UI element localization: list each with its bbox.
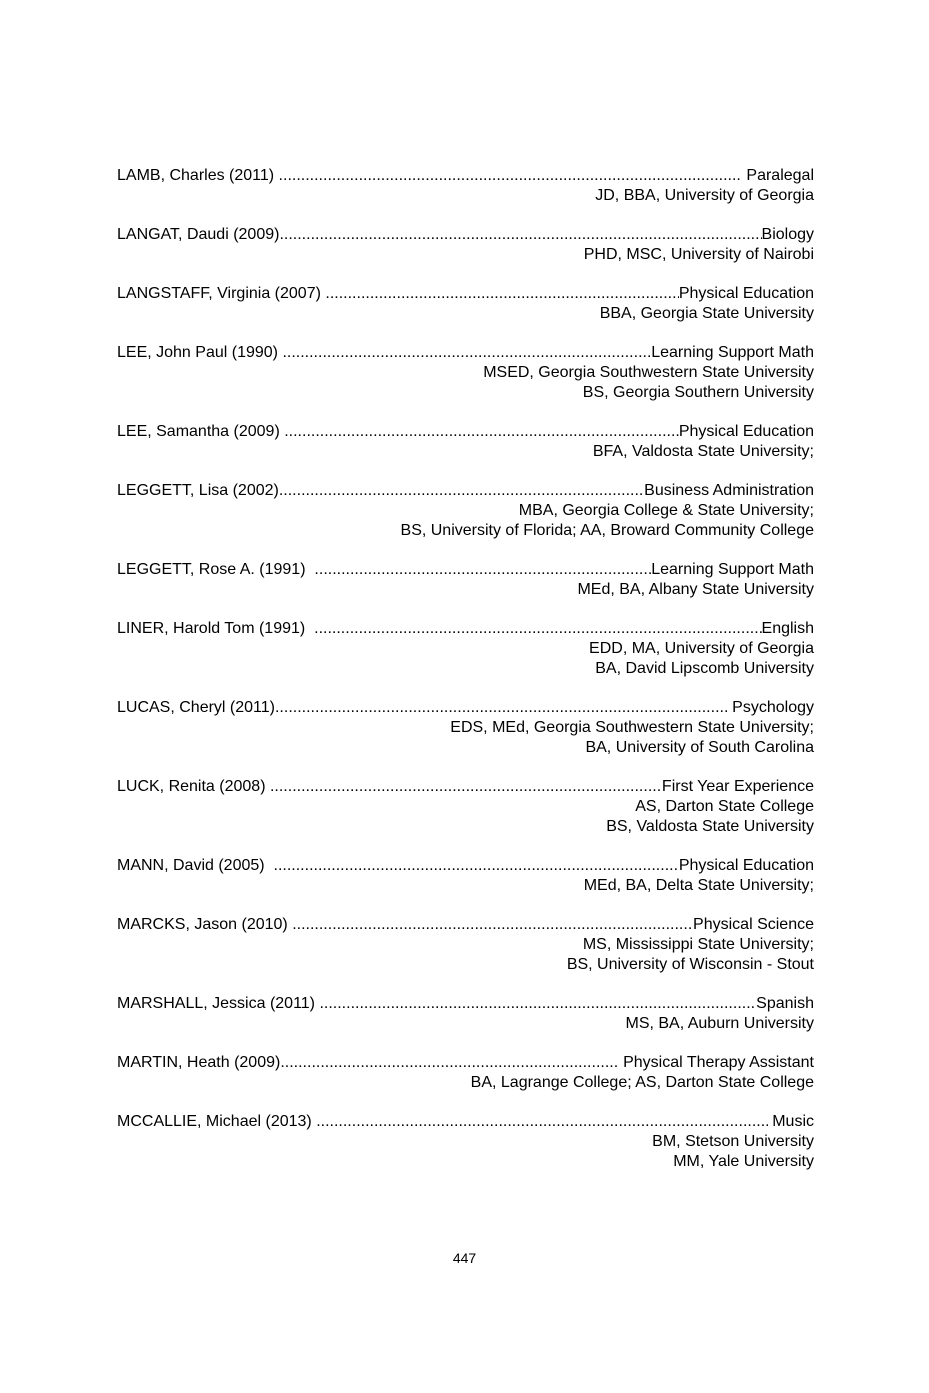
faculty-name: MCCALLIE, Michael (2013) (117, 1113, 317, 1131)
faculty-name: LANGAT, Daudi (2009) (117, 226, 280, 244)
faculty-name: MARCKS, Jason (2010) (117, 916, 293, 934)
dot-leader (275, 698, 728, 718)
faculty-department: Physical Education (678, 856, 814, 874)
faculty-entry (117, 698, 814, 757)
faculty-name: LANGSTAFF, Virginia (2007) (117, 285, 326, 303)
faculty-heading-line (117, 856, 814, 876)
faculty-degree: MBA, Georgia College & State University; (518, 502, 814, 520)
faculty-degree: BA, University of South Carolina (585, 738, 814, 756)
faculty-entry (117, 343, 814, 402)
dot-leader (316, 1112, 768, 1132)
faculty-degree: JD, BBA, University of Georgia (595, 186, 814, 204)
faculty-department: Psychology (727, 699, 814, 717)
faculty-heading-line (117, 481, 814, 501)
faculty-entry (117, 777, 814, 836)
faculty-entry (117, 560, 814, 600)
faculty-name: LEE, Samantha (2009) (117, 423, 285, 441)
faculty-name: LUCK, Renita (2008) (117, 778, 270, 796)
faculty-degree: BFA, Valdosta State University; (592, 442, 814, 460)
faculty-degree: BBA, Georgia State University (599, 304, 814, 322)
dot-leader (274, 856, 679, 876)
faculty-department: First Year Experience (661, 778, 814, 796)
dot-leader (279, 225, 761, 245)
faculty-degree: BS, University of Wisconsin - Stout (566, 955, 814, 973)
faculty-name: LEGGETT, Lisa (2002) (117, 482, 279, 500)
faculty-department: Paralegal (741, 167, 814, 184)
dot-leader (284, 422, 679, 442)
faculty-heading-line (117, 422, 814, 442)
faculty-degree: BM, Stetson University (652, 1132, 814, 1150)
faculty-entry (117, 166, 814, 206)
dot-leader (279, 481, 644, 501)
faculty-degree: MEd, BA, Albany State University (577, 580, 814, 598)
faculty-heading-line (117, 619, 814, 639)
faculty-name: LUCAS, Cheryl (2011) (117, 699, 275, 717)
faculty-heading-line (117, 1112, 814, 1132)
dot-leader (282, 343, 651, 363)
dot-leader (270, 777, 662, 797)
faculty-entry (117, 856, 814, 896)
faculty-heading-line (117, 343, 814, 363)
faculty-degree: PHD, MSC, University of Nairobi (583, 245, 814, 263)
faculty-degree: BS, Georgia Southern University (582, 383, 814, 401)
page-number: 447 (452, 1250, 477, 1266)
faculty-department: Music (767, 1113, 814, 1131)
faculty-degree: EDS, MEd, Georgia Southwestern State University; (450, 718, 814, 736)
faculty-department: Learning Support Math (651, 344, 814, 362)
faculty-degree: BA, Lagrange College; AS, Darton State College (470, 1073, 814, 1091)
faculty-entry (117, 619, 814, 678)
faculty-department: Business Administration (644, 482, 814, 500)
dot-leader (280, 1053, 618, 1073)
faculty-entry (117, 1053, 814, 1093)
faculty-department: Biology (761, 226, 814, 244)
faculty-department: English (761, 620, 814, 638)
faculty-entry (117, 1112, 814, 1171)
faculty-heading-line (117, 166, 814, 186)
faculty-name: MARTIN, Heath (2009) (117, 1054, 281, 1071)
faculty-entry (117, 994, 814, 1034)
faculty-heading-line (117, 698, 814, 718)
faculty-entry (117, 225, 814, 265)
faculty-name: MANN, David (2005) (117, 856, 274, 874)
dot-leader (279, 166, 742, 186)
faculty-entry (117, 915, 814, 974)
faculty-degree: BS, University of Florida; AA, Broward Community College (400, 521, 814, 539)
faculty-department: Physical Education (678, 423, 814, 441)
faculty-department: Physical Science (693, 916, 814, 934)
faculty-department: Physical Education (678, 285, 814, 303)
faculty-entry (117, 422, 814, 462)
dot-leader (314, 560, 651, 580)
faculty-heading-line (117, 560, 814, 580)
faculty-entry (117, 284, 814, 324)
faculty-name: LINER, Harold Tom (1991) (117, 620, 315, 638)
dot-leader (319, 994, 756, 1014)
faculty-heading-line (117, 777, 814, 797)
faculty-entry (117, 481, 814, 540)
dot-leader (325, 284, 678, 304)
faculty-heading-line (117, 284, 814, 304)
faculty-name: LEE, John Paul (1990) (117, 344, 283, 362)
faculty-degree: MS, Mississippi State University; (582, 935, 814, 953)
faculty-degree: BS, Valdosta State University (606, 817, 814, 835)
faculty-degree: MEd, BA, Delta State University; (583, 876, 814, 894)
dot-leader (292, 915, 693, 935)
faculty-heading-line (117, 225, 814, 245)
faculty-department: Physical Therapy Assistant (618, 1054, 814, 1071)
faculty-heading-line (117, 1053, 814, 1073)
faculty-degree: MM, Yale University (673, 1152, 814, 1170)
faculty-name: LAMB, Charles (2011) (117, 167, 279, 184)
faculty-degree: MS, BA, Auburn University (625, 1014, 814, 1032)
faculty-degree: EDD, MA, University of Georgia (589, 640, 814, 658)
faculty-degree: MSED, Georgia Southwestern State University (483, 364, 814, 382)
faculty-degree: BA, David Lipscomb University (595, 659, 814, 677)
faculty-degree: AS, Darton State College (635, 797, 814, 815)
dot-leader (314, 619, 761, 639)
faculty-department: Learning Support Math (651, 561, 814, 579)
faculty-list (117, 166, 814, 1191)
faculty-department: Spanish (756, 994, 814, 1012)
faculty-name: MARSHALL, Jessica (2011) (117, 994, 320, 1012)
faculty-heading-line (117, 915, 814, 935)
faculty-heading-line (117, 994, 814, 1014)
faculty-name: LEGGETT, Rose A. (1991) (117, 561, 315, 579)
